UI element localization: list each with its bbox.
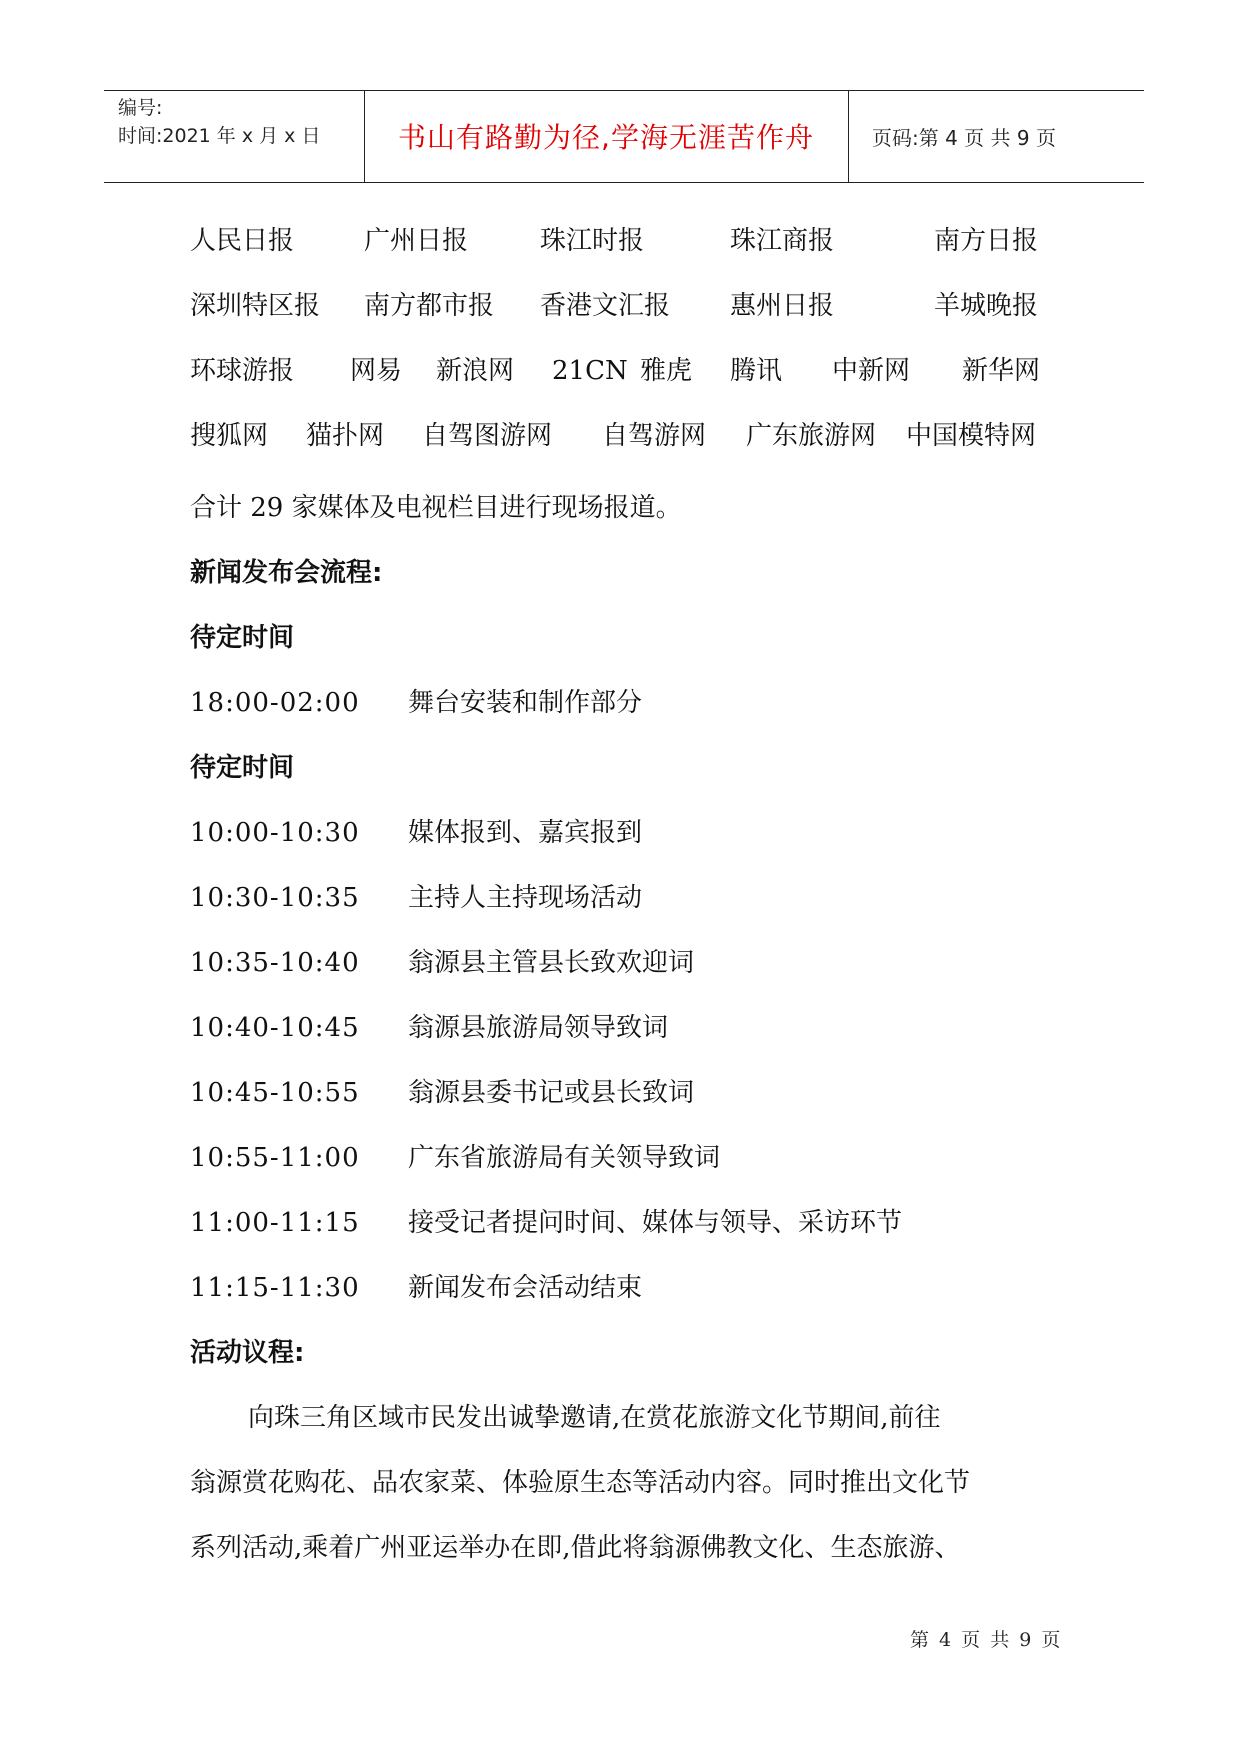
header-number: 编号: [118, 97, 163, 119]
media-name: 广东旅游网 [746, 421, 877, 451]
schedule-item: 翁源县委书记或县长致词 [408, 1078, 695, 1108]
schedule-time: 10:45-10:55 [190, 1078, 360, 1108]
schedule-row [190, 1256, 1060, 1321]
media-name: 香港文汇报 [540, 291, 671, 321]
schedule-time: 10:30-10:35 [190, 883, 360, 913]
schedule-item: 新闻发布会活动结束 [408, 1273, 643, 1303]
schedule-time: 10:35-10:40 [190, 948, 360, 978]
page-header [104, 90, 1144, 182]
header-page-number: 页码:第 4 页 共 9 页 [872, 125, 1056, 150]
media-name: 深圳特区报 [190, 291, 321, 321]
header-motto: 书山有路勤为径,学海无涯苦作舟 [398, 121, 814, 154]
schedule-row [190, 1061, 1060, 1126]
media-name: 南方日报 [934, 226, 1039, 256]
media-name: 广州日报 [364, 226, 469, 256]
media-name: 中国模特网 [906, 421, 1037, 451]
media-name: 雅虎 [640, 356, 693, 386]
schedule-row [190, 866, 1060, 931]
schedule-time: 18:00-02:00 [190, 688, 360, 718]
schedule-time: 10:40-10:45 [190, 1013, 360, 1043]
schedule-item: 主持人主持现场活动 [408, 883, 643, 913]
header-time: 时间:2021 年 x 月 x 日 [118, 125, 321, 147]
media-name: 搜狐网 [190, 421, 269, 451]
media-name: 惠州日报 [730, 291, 835, 321]
media-name: 环球游报 [190, 356, 295, 386]
document-body [190, 216, 1060, 1581]
schedule-row [190, 1191, 1060, 1256]
media-name: 网易 [350, 356, 403, 386]
media-row [190, 216, 1060, 281]
media-name: 新浪网 [436, 356, 515, 386]
media-row [190, 281, 1060, 346]
header-meta [118, 94, 320, 150]
schedule-time: 11:00-11:15 [190, 1208, 360, 1238]
page-footer: 第 4 页 共 9 页 [910, 1629, 1063, 1651]
schedule-row [190, 671, 1060, 736]
media-row [190, 411, 1060, 476]
media-name: 珠江商报 [730, 226, 835, 256]
media-name: 猫扑网 [306, 421, 385, 451]
schedule-item: 广东省旅游局有关领导致词 [408, 1143, 721, 1173]
media-name: 腾讯 [730, 356, 783, 386]
schedule-time: 10:00-10:30 [190, 818, 360, 848]
media-name: 新华网 [962, 356, 1041, 386]
agenda-paragraph [190, 1386, 1060, 1581]
media-name: 21CN [552, 356, 628, 386]
media-name: 自驾游网 [602, 421, 707, 451]
agenda-line: 翁源赏花购花、品农家菜、体验原生态等活动内容。同时推出文化节 [190, 1468, 971, 1498]
agenda-line: 系列活动,乘着广州亚运举办在即,借此将翁源佛教文化、生态旅游、 [190, 1533, 961, 1563]
media-row [190, 346, 1060, 411]
tbd-heading: 待定时间 [190, 623, 295, 653]
header-bottom-rule [104, 182, 1144, 183]
schedule-time: 10:55-11:00 [190, 1143, 360, 1173]
schedule-item: 舞台安装和制作部分 [408, 688, 643, 718]
media-name: 自驾图游网 [422, 421, 553, 451]
agenda-line [190, 1386, 1060, 1451]
media-name: 人民日报 [190, 226, 295, 256]
agenda-text: 向珠三角区域市民发出诚挚邀请,在赏花旅游文化节期间,前往 [248, 1403, 941, 1433]
media-name: 羊城晚报 [934, 291, 1039, 321]
header-divider-right [848, 90, 849, 182]
total-media-line: 合计 29 家媒体及电视栏目进行现场报道。 [190, 493, 682, 523]
flow-heading: 新闻发布会流程: [190, 558, 383, 588]
tbd-heading: 待定时间 [190, 753, 295, 783]
schedule-item: 媒体报到、嘉宾报到 [408, 818, 643, 848]
media-name: 中新网 [832, 356, 911, 386]
schedule-item: 翁源县主管县长致欢迎词 [408, 948, 695, 978]
schedule-row [190, 801, 1060, 866]
schedule-item: 翁源县旅游局领导致词 [408, 1013, 669, 1043]
schedule-time: 11:15-11:30 [190, 1273, 360, 1303]
schedule-row [190, 1126, 1060, 1191]
media-name: 珠江时报 [540, 226, 645, 256]
schedule-row [190, 996, 1060, 1061]
schedule-item: 接受记者提问时间、媒体与领导、采访环节 [408, 1208, 903, 1238]
media-name: 南方都市报 [364, 291, 495, 321]
schedule-row [190, 931, 1060, 996]
agenda-heading: 活动议程: [190, 1338, 305, 1368]
